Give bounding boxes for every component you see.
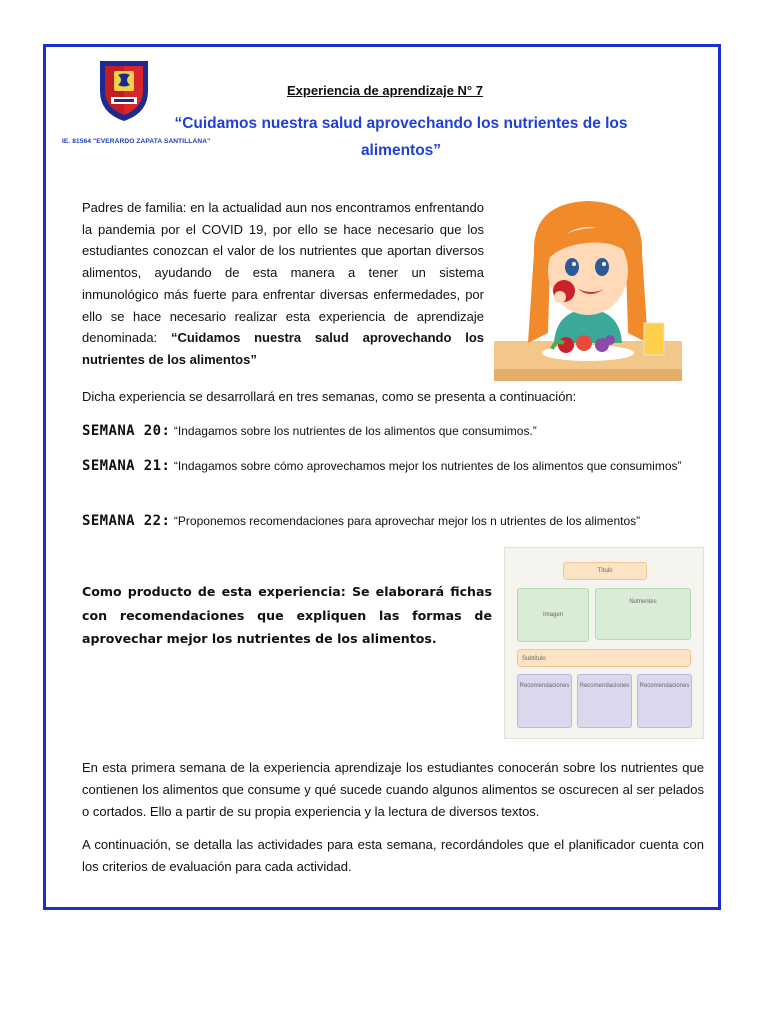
worksheet-nutrients: Nutrientes: [595, 588, 691, 640]
intro-paragraph: [82, 197, 484, 371]
week-description-paragraph: En esta primera semana de la experiencia aprendizaje los estudiantes conocerán sobre los nutrientes que contienen los alimentos que consume y qué sucede cuando algunos alimentos se oscurecen al ser pelados o cortados. Ello a partir de su propia experiencia y la lectura de diversos textos.: [82, 760, 704, 819]
intro-text: Padres de familia: en la actualidad aun nos encontramos enfrentando la pandemia por el COVID 19, por ello se hace necesario que los estudiantes conozcan el valor de los nutrientes que aportan diversos alimentos, ayudando de esta manera a tener un sistema inmunológico más fuerte para enfrentar diversas enfermedades, por ello se hace necesario realizar esta experiencia de aprendizaje denominada:: [82, 200, 484, 346]
week-22: [82, 511, 702, 531]
product-paragraph: Como producto de esta experiencia: Se elaborará fichas con recomendaciones que expliquen las formas de aprovechar mejor los nutrientes de los alimentos.: [82, 584, 492, 646]
week-21-text: “Indagamos sobre cómo aprovechamos mejor los nutrientes de los alimentos que consumimos”: [173, 459, 682, 473]
week-22-label: SEMANA 22:: [82, 513, 171, 529]
girl-eating-illustration: [494, 193, 682, 381]
week-20-label: SEMANA 20:: [82, 423, 171, 439]
week-22-text: “Proponemos recomendaciones para aprovechar mejor los n utrientes de los alimentos”: [173, 514, 641, 528]
experience-title: Experiencia de aprendizaje N° 7: [287, 83, 483, 98]
week-21: [82, 456, 702, 476]
week-20: [82, 421, 702, 441]
page-frame: [43, 44, 721, 910]
intro-bold-title: “Cuidamos nuestra salud aprovechando los nutrientes de los alimentos”: [82, 330, 485, 367]
worksheet-image: Imagen: [517, 588, 589, 642]
worksheet-mockup: [504, 547, 704, 739]
main-title: “Cuidamos nuestra salud aprovechando los nutrientes de los alimentos”: [174, 115, 628, 159]
school-name: IE. 81564 "EVERARDO ZAPATA SANTILLANA": [62, 138, 211, 145]
worksheet-subtitle: Subtítulo: [517, 649, 691, 667]
activities-paragraph: A continuación, se detalla las actividades para esta semana, recordándoles que el planificador cuenta con los criterios de evaluación para cada actividad.: [82, 837, 704, 874]
worksheet-title: Título: [563, 562, 647, 580]
worksheet-recommendations-2: Recomendaciones: [577, 674, 632, 728]
week-20-text: “Indagamos sobre los nutrientes de los alimentos que consumimos.”: [173, 424, 537, 438]
worksheet-recommendations-3: Recomendaciones: [637, 674, 692, 728]
week-21-label: SEMANA 21:: [82, 458, 171, 474]
worksheet-recommendations-1: Recomendaciones: [517, 674, 572, 728]
weeks-intro: Dicha experiencia se desarrollará en tres semanas, como se presenta a continuación:: [82, 389, 577, 404]
